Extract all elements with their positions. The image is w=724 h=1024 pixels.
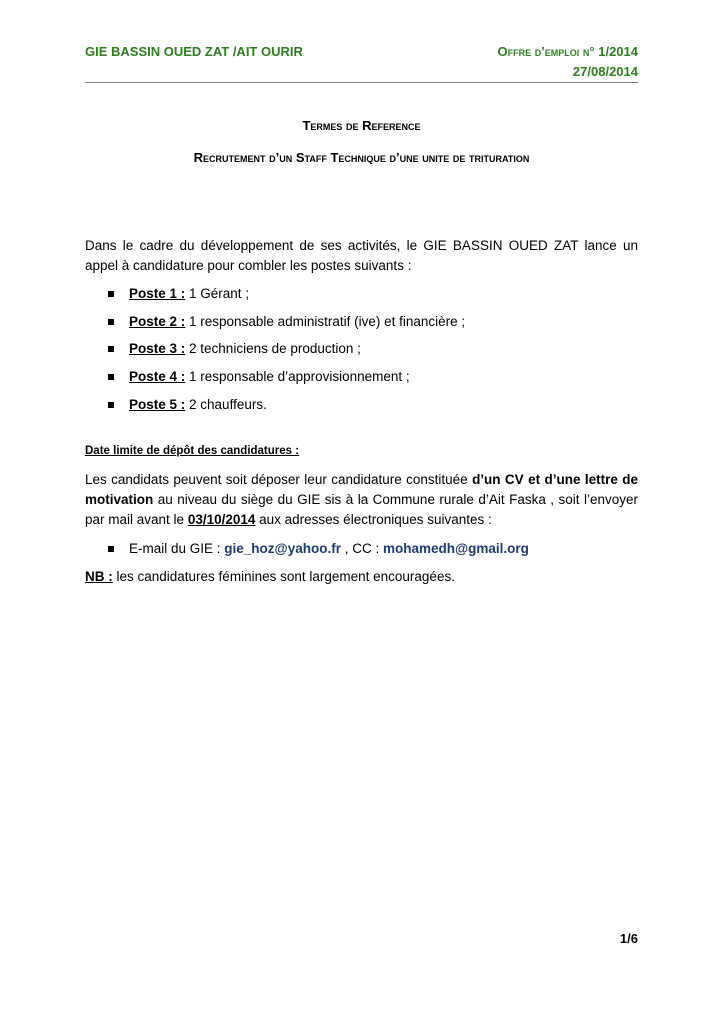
bullet-icon (108, 546, 114, 552)
deadline-documents: d’un CV et d’une lettre de motivation (85, 472, 638, 507)
poste-text: 1 responsable administratif (ive) et financière ; (185, 314, 466, 329)
intro-paragraph: Dans le cadre du développement de ses activités, le GIE BASSIN OUED ZAT lance un appel à candidature pour combler les postes suivants : (85, 238, 638, 273)
list-item (108, 284, 249, 304)
poste-label: Poste 5 : (129, 397, 186, 412)
nb-text: les candidatures féminines sont largement encouragées. (112, 569, 455, 584)
poste-text: 2 techniciens de production ; (185, 341, 361, 356)
header-divider (85, 82, 638, 83)
deadline-text-2: au niveau du siège du GIE sis à la Commune rurale d’Ait Faska , soit l’envoyer par mail avant le (85, 492, 638, 527)
header-offer-number: Offre d’emploi n° 1/2014 (497, 44, 638, 59)
bullet-icon (108, 374, 114, 380)
deadline-date: 03/10/2014 (187, 512, 256, 527)
bullet-icon (108, 346, 114, 352)
poste-label: Poste 4 : (129, 369, 186, 384)
list-item (108, 367, 410, 387)
bullet-icon (108, 402, 114, 408)
bullet-icon (108, 319, 114, 325)
poste-text: 1 Gérant ; (185, 286, 250, 301)
list-item (108, 395, 267, 415)
list-item (108, 312, 465, 332)
bullet-icon (108, 291, 114, 297)
poste-text: 2 chauffeurs. (185, 397, 267, 412)
nb-note (85, 567, 455, 587)
email-prefix: E-mail du GIE : (129, 541, 225, 556)
email-separator: , CC : (340, 541, 383, 556)
email-list-item (108, 539, 529, 559)
poste-label: Poste 2 : (129, 314, 186, 329)
header-date: 27/08/2014 (572, 64, 638, 79)
email-cc-link[interactable]: mohamedh@gmail.org (382, 541, 529, 556)
poste-label: Poste 3 : (129, 341, 186, 356)
poste-label: Poste 1 : (129, 286, 186, 301)
document-subtitle: Recrutement d’un Staff Technique d’une unite de trituration (193, 150, 530, 165)
document-title: Termes de Reference (302, 118, 421, 133)
poste-text: 1 responsable d’approvisionnement ; (185, 369, 410, 384)
page-number: 1/6 (619, 931, 638, 946)
deadline-heading: Date limite de dépôt des candidatures : (85, 445, 300, 457)
nb-label: NB : (85, 569, 113, 584)
list-item (108, 339, 361, 359)
email-gie-link[interactable]: gie_hoz@yahoo.fr (224, 541, 341, 556)
deadline-paragraph (85, 470, 638, 530)
deadline-text-1: Les candidats peuvent soit déposer leur candidature constituée (85, 472, 473, 487)
deadline-text-3: aux adresses électroniques suivantes : (255, 512, 492, 527)
header-organization: GIE BASSIN OUED ZAT /AIT OURIR (85, 44, 303, 59)
